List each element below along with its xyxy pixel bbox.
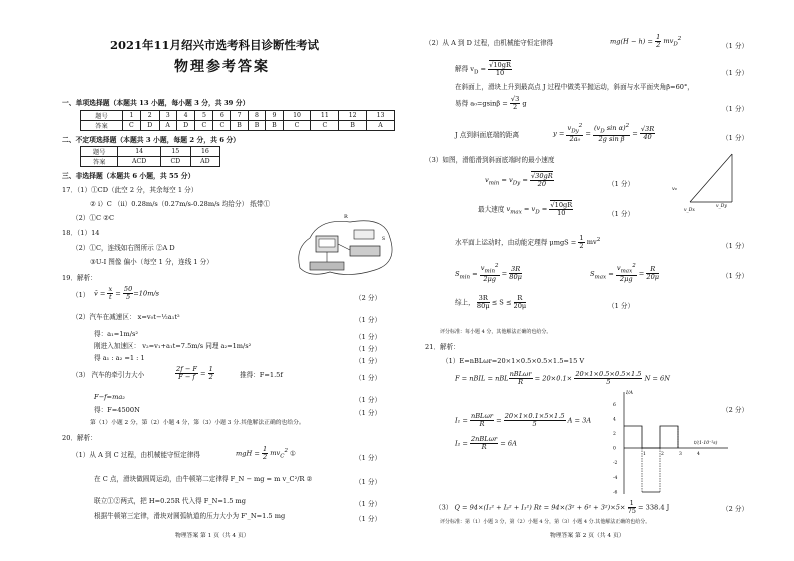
q19-part-3-e: 得：F=4500N bbox=[94, 406, 140, 414]
q20-part-3: （3）如图，滑船滑到斜面底端时的最小速度 bbox=[425, 156, 555, 164]
left.t1_ans-cell: C bbox=[122, 121, 140, 131]
q21-scoring-note: 评分标准：第（1）小题 3 分，第（2）小题 4 分，第（3）小题 4 分.其他解法正确的也给分。 bbox=[440, 519, 651, 525]
left.t1_head-cell: 9 bbox=[266, 111, 283, 121]
left.t1_ans-cell: B bbox=[231, 121, 248, 131]
q20-part-1-b: 在 C 点，滑块做圆周运动，由牛顿第二定律得 F_N − mg = m v_C²/R ② bbox=[94, 475, 313, 483]
points: （1 分） bbox=[355, 333, 382, 341]
left.t1_head-cell: 12 bbox=[339, 111, 367, 121]
q20-part-2-e: J 点到斜面底端的距离 bbox=[455, 131, 520, 139]
section-1-heading: 一、单项选择题（本题共 13 小题，每小题 3 分，共 39 分） bbox=[62, 99, 250, 107]
left.t2_head-cell: 15 bbox=[160, 147, 190, 157]
q20-part-1: （1）从 A 到 C 过程，由机械能守恒定律得 bbox=[72, 451, 200, 459]
points: （1 分） bbox=[355, 357, 382, 365]
q21-part-2-a: I₁ = $\frac{\text{nBLωr}}{R}$ = $\frac{20\times 1\times 0.1\times 5\times 1.5}{5}$ A = 3A bbox=[455, 412, 592, 428]
q19-part-1-equation: v̄ = $\frac{x}{t}$ = $\frac{50}{5}$ =10m/s bbox=[94, 285, 160, 301]
left.t2_ans-cell: CD bbox=[160, 157, 190, 167]
doc-title: 2021年11月绍兴市选考科目诊断性考试 bbox=[110, 38, 320, 52]
left.t2_ans-cell: 答案 bbox=[81, 157, 118, 167]
q20-part-1-equation: mgH = $\frac{1}{2}$ $mv_C^2$ ① bbox=[236, 445, 296, 461]
q17-line-2: ② ⅰ）C （ⅱ）0.28m/s（0.27m/s-0.28m/s 均给分） 纸带① bbox=[90, 200, 271, 208]
left.t2_head-cell: 题号 bbox=[81, 147, 118, 157]
points: （1 分） bbox=[355, 515, 382, 523]
q18-line-2: （2）①C，连线如右图所示 ②A D bbox=[72, 244, 175, 252]
left.t1_head-cell: 8 bbox=[248, 111, 265, 121]
q20-scoring-note: 评分标准：每小题 4 分，其他解法正确的也给分。 bbox=[440, 329, 552, 335]
left.t1_head-cell: 4 bbox=[176, 111, 195, 121]
q19-scoring-note: 第（1）小题 2 分，第（2）小题 4 分，第（3）小题 3 分.其他解法正确的也给分。 bbox=[90, 420, 305, 426]
points: （1 分） bbox=[722, 69, 749, 77]
graph-y-tick: -2 bbox=[613, 461, 618, 467]
q20-part-3-b: 最大速度 $v_{max} = v_D$ = $\frac{√10gR}{10}$ bbox=[478, 201, 573, 217]
section-3-heading: 三、非选择题（本题共 6 小题，共 55 分） bbox=[62, 172, 195, 180]
points: （1 分） bbox=[722, 105, 749, 113]
q20-part-2-c: 在斜面上，滑块上升到最高点 J 过程中做类平抛运动，斜面与水平面夹角β=60°， bbox=[455, 83, 694, 91]
q17-line-3: （2）①C ②C bbox=[72, 214, 115, 222]
q20-part-2-d: 易得 a₀=gsinβ = $\frac{√3}{2}$ g bbox=[455, 95, 527, 111]
q20-part-3-e: $S_{max}$ = $\frac{v_{max}^2}{2\mu g}$ = $\frac{R}{20\mu}$ bbox=[590, 263, 660, 284]
left.t1_ans-cell: D bbox=[176, 121, 195, 131]
left.t1_head-cell: 2 bbox=[140, 111, 159, 121]
doc-subtitle: 物理参考答案 bbox=[174, 59, 270, 75]
q21-part-1-b: F = nBIL = nBL $\frac{\text{nBLωr}}{R}$ = 20×0.1× $\frac{20\times 1\times 0.5\times 0.5\times 1.5}{5}$ N = 6N bbox=[455, 370, 671, 386]
points: （1 分） bbox=[608, 180, 635, 188]
tri-label-v0: v₀ bbox=[672, 186, 677, 192]
graph-x-tick: 3 bbox=[679, 452, 682, 457]
left.t1_head-cell: 7 bbox=[231, 111, 248, 121]
points: （1 分） bbox=[722, 134, 749, 142]
points: （1 分） bbox=[608, 302, 635, 310]
graph-y-tick: 2 bbox=[613, 432, 616, 437]
points: （2 分） bbox=[722, 406, 749, 414]
left.t1_head-cell: 10 bbox=[283, 111, 311, 121]
points: （2 分） bbox=[722, 505, 749, 513]
points: （1 分） bbox=[355, 374, 382, 382]
left.t1_head-cell: 13 bbox=[367, 111, 395, 121]
footer-right: 物理答案 第 2 页（共 4 页） bbox=[550, 533, 625, 539]
q20-part-3-f: 综上， $\frac{3R}{80\mu}$ ≤ S ≤ $\frac{R}{20\mu}$ bbox=[455, 294, 527, 310]
left.t1_head-cell: 题号 bbox=[81, 111, 123, 121]
graph-y-tick: -4 bbox=[613, 475, 618, 481]
points: （1 分） bbox=[722, 242, 749, 250]
q20-part-3-c: 水平面上运动时，由动能定理得 μmgS = $\frac{1}{2}$ $mv^2$ bbox=[455, 234, 601, 250]
q19-part-3: （3） 汽车的牵引力大小 bbox=[72, 371, 145, 379]
points: （2 分） bbox=[355, 294, 382, 302]
q21-part-2-b: I₂ = $\frac{\text{2nBLωr}}{R}$ = 6A bbox=[455, 435, 517, 451]
q20-part-2-equation: mg(H − h) = $\frac{1}{2}$ $mv_D^2$ bbox=[610, 33, 682, 49]
answer-table-2 bbox=[80, 146, 220, 167]
q20-part-1-c: 联立①②两式，把 H=0.25R 代入得 F_N=1.5 mg bbox=[94, 497, 246, 505]
left.t1_head-cell: 1 bbox=[122, 111, 140, 121]
answer-table-1 bbox=[80, 110, 395, 131]
q18-line-3: ③U-I 图像 偏小（每空 1 分，连线 1 分） bbox=[90, 258, 213, 266]
tri-label-vdx: v_Dx bbox=[684, 208, 695, 213]
q19-part-3-equation: $\frac{2f - F}{F - f}$ = $\frac{1}{2}$ bbox=[176, 365, 213, 381]
points: （1 分） bbox=[355, 409, 382, 417]
current-graph bbox=[610, 388, 730, 496]
left.t1_ans-cell: C bbox=[311, 121, 339, 131]
graph-y-tick: 0 bbox=[613, 446, 616, 452]
points: （1 分） bbox=[355, 396, 382, 404]
left.t1_ans-cell: A bbox=[367, 121, 395, 131]
q20-part-2-equation-2: y = $\frac{v_{Dy}^2}{\text{2a₀}}$ = $\frac{(v_D \sin \alpha)^2}{\text{2g sin β}}$ = $\frac{√3R}{40}$ bbox=[553, 123, 655, 144]
q19-part-2-d: 得 a₁ : a₂ =1 : 1 bbox=[94, 354, 145, 362]
left.t1_ans-cell: C bbox=[283, 121, 311, 131]
q19-part-2: （2）汽车在减速区： x=v₀t−½a₁t² bbox=[72, 313, 180, 321]
q19-part-3-d: F−f=ma₂ bbox=[94, 393, 125, 401]
left.t1_ans-cell: C bbox=[213, 121, 231, 131]
left.t1_ans-cell: D bbox=[140, 121, 159, 131]
q21-heading: 21．解析： bbox=[425, 343, 460, 351]
graph-x-tick: 1 bbox=[643, 452, 646, 457]
left.t1_head-cell: 6 bbox=[213, 111, 231, 121]
graph-xlabel: t/(1·10⁻²s) bbox=[694, 441, 718, 446]
left.t2_ans-cell: ACD bbox=[118, 157, 160, 167]
left.t1_head-cell: 3 bbox=[159, 111, 176, 121]
left.t1_ans-cell: 答案 bbox=[81, 121, 123, 131]
q19-heading: 19．解析： bbox=[62, 274, 97, 282]
left.t2_ans-cell: AD bbox=[190, 157, 219, 167]
circuit-diagram bbox=[290, 208, 400, 280]
svg-text:S: S bbox=[382, 237, 386, 242]
left.t2_head-cell: 14 bbox=[118, 147, 160, 157]
q20-part-2-b: 解得 $v_D$ = $\frac{√10gR}{10}$ bbox=[455, 61, 511, 77]
velocity-triangle bbox=[672, 152, 740, 214]
q18-line-1: 18．（1）14 bbox=[62, 229, 100, 237]
q20-part-3-a: $v_{min} = v_{Dy}$ = $\frac{√30gR}{20}$ bbox=[485, 172, 553, 188]
points: （1 分） bbox=[355, 500, 382, 508]
graph-x-tick: 2 bbox=[661, 452, 664, 457]
q19-part-1-label: （1） bbox=[72, 291, 90, 299]
points: （1 分） bbox=[722, 272, 749, 280]
graph-y-tick: 6 bbox=[613, 402, 616, 408]
points: （1 分） bbox=[355, 478, 382, 486]
graph-y-tick: -6 bbox=[613, 490, 618, 496]
points: （1 分） bbox=[355, 454, 382, 462]
graph-y-tick: 4 bbox=[613, 417, 616, 423]
footer-left: 物理答案 第 1 页（共 4 页） bbox=[175, 533, 250, 539]
tri-label-vdy: v_Dy bbox=[716, 204, 727, 209]
q20-part-2: （2）从 A 到 D 过程，由机械能守恒定律得 bbox=[425, 39, 554, 47]
left.t1_ans-cell: B bbox=[339, 121, 367, 131]
left.t2_head-cell: 16 bbox=[190, 147, 219, 157]
q17-line-1: 17．（1）①CD（此空 2 分，其余每空 1 分） bbox=[62, 186, 198, 194]
q19-part-2-c: 刚进入加速区： v₂=v₁+a₁t=7.5m/s 同理 a₂=1m/s² bbox=[94, 342, 252, 350]
graph-ylabel: I/A bbox=[626, 391, 633, 396]
left.t1_ans-cell: A bbox=[159, 121, 176, 131]
q19-part-2-b: 得：a₁=1m/s² bbox=[94, 330, 138, 338]
q21-part-3: （3） Q = 94×(I₁² + I₂² + I₁²) Rt = 94×(3² + 6² + 3²)×5× $\frac{1}{75}$ = 338.4 J bbox=[435, 499, 670, 515]
left.t1_ans-cell: B bbox=[266, 121, 283, 131]
q19-part-3-c: 推得：F=1.5f bbox=[240, 371, 283, 379]
left.t1_ans-cell: B bbox=[248, 121, 265, 131]
points: （1 分） bbox=[608, 210, 635, 218]
q21-part-1: （1）E=nBLωr=20×1×0.5×0.5×1.5=15 V bbox=[442, 357, 585, 365]
q20-part-3-d: $S_{min}$ = $\frac{v_{min}^2}{2\mu g}$ = $\frac{3R}{80\mu}$ bbox=[455, 263, 522, 284]
points: （1 分） bbox=[722, 42, 749, 50]
q20-part-1-d: 根据牛顿第三定律，滑块对圆弧轨道的压力大小为 F'_N=1.5 mg bbox=[94, 512, 286, 520]
left.t1_ans-cell: C bbox=[195, 121, 213, 131]
svg-text:R: R bbox=[344, 214, 348, 220]
section-2-heading: 二、不定项选择题（本题共 3 小题，每题 2 分，共 6 分） bbox=[62, 136, 240, 144]
points: （1 分） bbox=[355, 316, 382, 324]
left.t1_head-cell: 5 bbox=[195, 111, 213, 121]
q20-heading: 20．解析： bbox=[62, 434, 97, 442]
graph-x-tick: 4 bbox=[697, 452, 700, 457]
left.t1_head-cell: 11 bbox=[311, 111, 339, 121]
points: （1 分） bbox=[355, 345, 382, 353]
